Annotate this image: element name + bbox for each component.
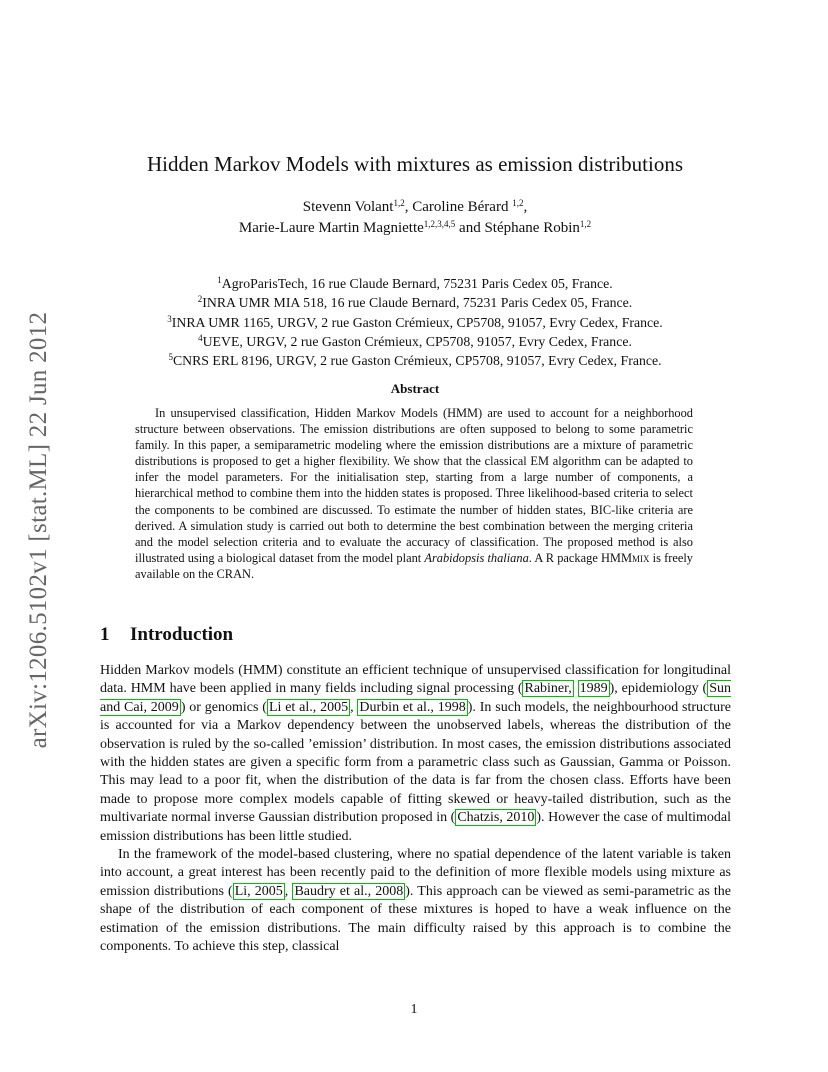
section-title: Introduction — [130, 624, 234, 645]
affiliation-text: CNRS ERL 8196, URGV, 2 rue Gaston Crémieux, CP5708, 91057, Evry Cedex, France. — [172, 353, 662, 369]
smallcaps-text: mix — [631, 550, 650, 565]
author-affiliation-marker: 1,2 — [512, 198, 524, 208]
author-name: Caroline Bérard — [412, 199, 513, 215]
italic-text: Arabidopsis thaliana — [424, 550, 529, 565]
affiliation-2 — [95, 293, 735, 312]
author-separator: and — [455, 220, 485, 236]
text-run: ). In such models, the neighbourhood structure is accounted for via a Markov dependency between the unobserved labels, whereas the distribution of the observation is ruled by the so-called ’emission’ distribution. In most cases, the emission distributions associated with the hidden states are given a specific form from a parametric class such as Gaussian, Gamma or Poisson. This may lead to a poor fit, when the distribution of the data is far from the chosen class. Efforts have been made to propose more complex models capable of fitting skewed or heavy-tailed distribution, such as the multivariate normal inverse Gaussian distribution proposed in ( — [100, 699, 732, 826]
affiliation-1 — [95, 274, 735, 293]
text-run: In unsupervised classification, Hidden Markov Models (HMM) are used to account for a neighborhood structure between observations. The emission distributions are often supposed to belong to some parametric family. In this paper, a semiparametric modeling where the emission distributions are a mixture of parametric distributions is proposed to get a higher flexibility. We show that the classical EM algorithm can be adapted to infer the model parameters. For the initialisation step, starting from a large number of components, a hierarchical method to combine them into the hidden states is proposed. Three likelihood-based criteria to select the components to be combined are discussed. To estimate the number of hidden states, BIC-like criteria are derived. A simulation study is carried out both to determine the best combination between the merging criteria and the model selection criteria and to evaluate the accuracy of classification. The proposed method is also illustrated using a biological dataset from the model plant — [135, 406, 693, 565]
text-run: . A R package HMM — [528, 550, 632, 565]
text-run: ), epidemiology ( — [609, 681, 708, 697]
text-run: In the framework of the model-based clustering, where no spatial dependence of the latent variable is taken into account, a great interest has been recently paid to the definition of more flexible models using mixture as emission distributions ( — [100, 847, 731, 899]
paper-title: Hidden Markov Models with mixtures as emission distributions — [146, 152, 684, 176]
author-affiliation-marker: 1,2 — [393, 198, 405, 208]
text-run: , — [284, 883, 293, 899]
author-name: Stevenn Volant — [302, 199, 394, 215]
arxiv-identifier-text: arXiv:1206.5102v1 [stat.ML] 22 Jun 2012 — [25, 311, 52, 749]
affiliation-list — [95, 274, 735, 370]
citation-link[interactable]: 1989 — [579, 681, 608, 697]
citation-link[interactable]: Rabiner, — [524, 681, 572, 697]
text-run: , — [350, 699, 358, 715]
affiliation-text: AgroParisTech, 16 rue Claude Bernard, 75231 Paris Cedex 05, France. — [221, 276, 613, 291]
affiliation-text: UEVE, URGV, 2 rue Gaston Crémieux, CP5708, 91057, Evry Cedex, France. — [202, 333, 632, 349]
text-run: ) or genomics ( — [180, 699, 267, 715]
affiliation-text: INRA UMR MIA 518, 16 rue Claude Bernard, 75231 Paris Cedex 05, France. — [202, 295, 633, 311]
text-run: ). However the case of multimodal emission distributions has been little studied. — [100, 810, 731, 844]
citation-link[interactable]: Durbin et al., 1998 — [359, 699, 466, 715]
page-number: 1 — [410, 1002, 418, 1017]
text-run: Hidden Markov models (HMM) constitute an efficient technique of unsupervised classification for longitudinal data. HMM have been applied in many fields including signal processing ( — [100, 663, 731, 697]
author-line-1 — [95, 197, 735, 218]
author-name: Marie-Laure Martin Magniette — [238, 220, 424, 236]
affiliation-marker: 3 — [167, 313, 172, 324]
affiliation-marker: 4 — [198, 332, 203, 343]
author-list — [95, 197, 735, 239]
citation-link[interactable]: Baudry et al., 2008 — [294, 883, 404, 899]
section-heading — [100, 624, 233, 646]
author-affiliation-marker: 1,2,3,4,5 — [423, 219, 456, 229]
paragraph — [100, 846, 731, 956]
citation-link[interactable]: Li et al., 2005 — [268, 699, 349, 715]
author-separator: , — [404, 199, 413, 215]
text-run: is freely available on the CRAN. — [135, 550, 693, 581]
paragraph — [100, 662, 731, 846]
abstract-text — [135, 405, 693, 582]
affiliation-text: INRA UMR 1165, URGV, 2 rue Gaston Crémieux, CP5708, 91057, Evry Cedex, France. — [171, 314, 663, 330]
citation-link[interactable]: Sun and Cai, 2009 — [100, 681, 732, 715]
affiliation-marker: 5 — [168, 352, 173, 363]
affiliation-3 — [95, 313, 735, 332]
affiliation-4 — [95, 332, 735, 351]
abstract-heading: Abstract — [390, 381, 440, 396]
text-run: ). This approach can be viewed as semi-parametric as the shape of the distribution of each component of these mixtures is hoped to have a weak influence on the estimation of the emission distributions. The main difficulty raised by this approach is to combine the components. To achieve this step, classical — [100, 883, 732, 955]
author-name: Stéphane Robin — [484, 220, 580, 236]
affiliation-marker: 1 — [217, 275, 222, 285]
author-affiliation-marker: 1,2 — [579, 219, 592, 229]
section-number: 1 — [100, 624, 110, 645]
affiliation-marker: 2 — [197, 294, 203, 305]
author-separator: , — [523, 199, 528, 215]
affiliation-5 — [95, 351, 735, 370]
arxiv-identifier — [18, 290, 60, 770]
author-line-2 — [95, 218, 735, 239]
body-text — [100, 662, 731, 957]
citation-link[interactable]: Li, 2005 — [234, 883, 283, 899]
citation-link[interactable]: Chatzis, 2010 — [457, 810, 535, 826]
